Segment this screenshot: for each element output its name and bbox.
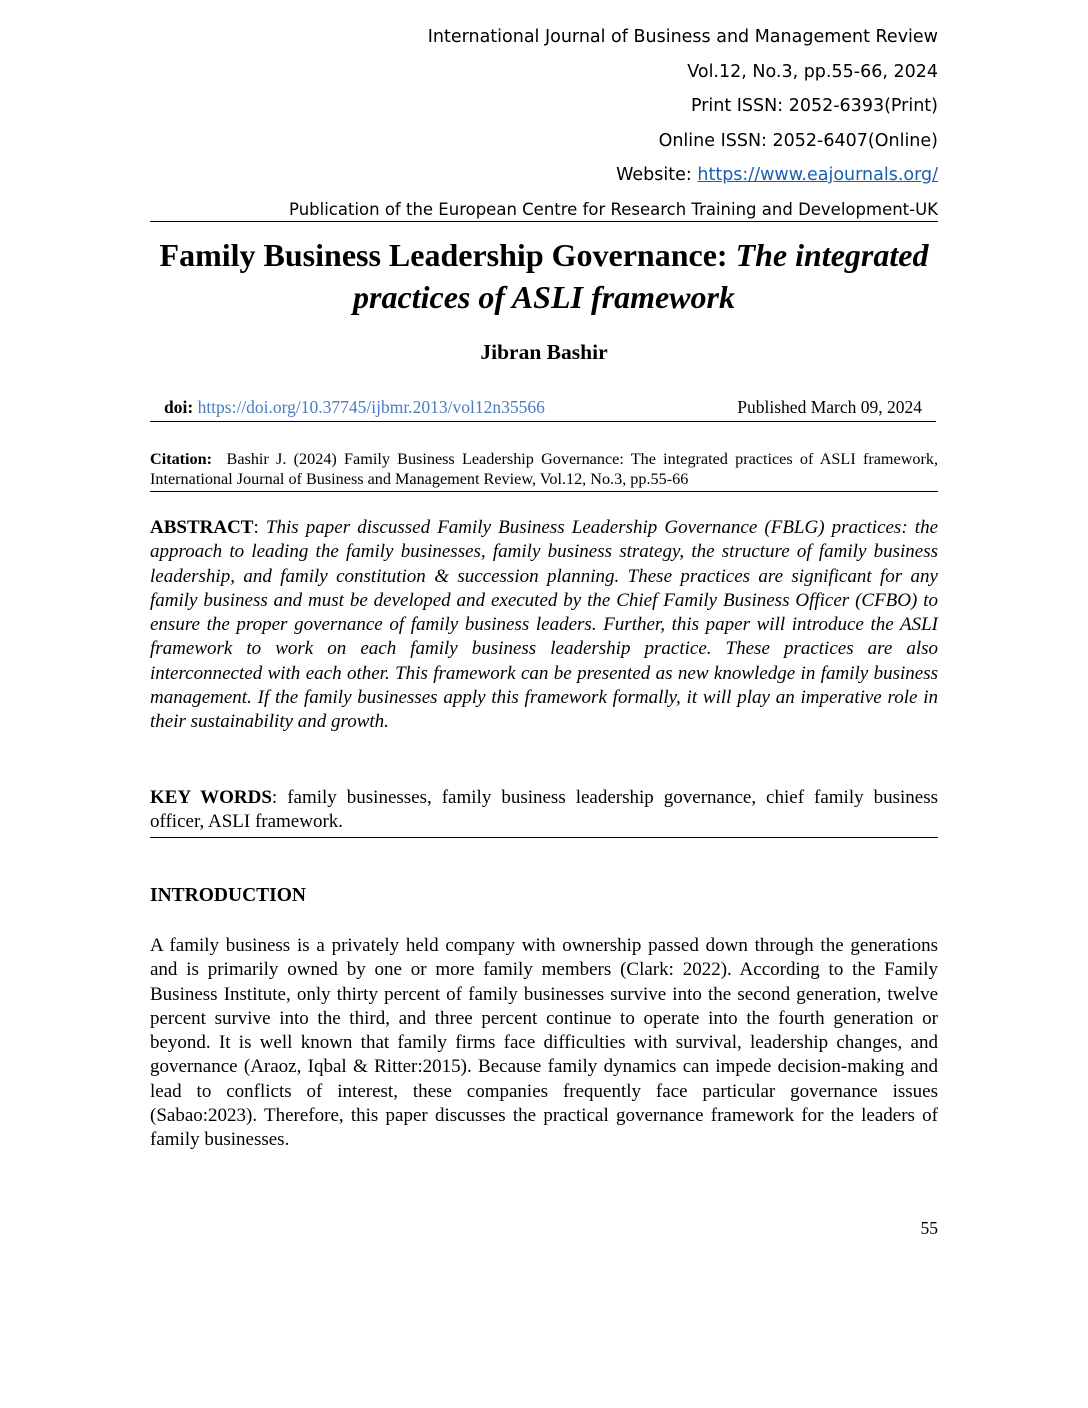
page-number: 55 [920, 1218, 938, 1238]
published-date: Published March 09, 2024 [737, 397, 922, 417]
publisher-line: Publication of the European Centre for Research Training and Development-UK [150, 197, 938, 222]
doi-row [150, 397, 936, 422]
journal-header [138, 20, 938, 193]
journal-volume: Vol.12, No.3, pp.55-66, 2024 [687, 61, 938, 82]
journal-name: International Journal of Business and Management Review [427, 27, 938, 47]
doi [164, 397, 545, 418]
print-issn: Print ISSN: 2052-6393(Print) [690, 96, 938, 116]
keywords: KEY WORDS: family businesses, family business leadership governance, chief family business officer, ASLI framework. [150, 786, 938, 838]
abstract: ABSTRACT: This paper discussed Family Business Leadership Governance (FBLG) practices: the approach to leading the family businesses, family business strategy, the structure of family business leadership, and family constitution & succession planning. These practices are significant for any family business and must be developed and executed by the Chief Family Business Officer (CFBO) to ensure the proper governance of family business leaders. Further, this paper will introduce the ASLI framework to work on each family business leadership practice. These practices are also interconnected with each other. This framework can be presented as new knowledge in family business management. If the family businesses apply this framework formally, it will play an imperative role in their sustainability and growth. [150, 517, 938, 733]
website-line [138, 158, 938, 193]
title-main: Family Business Leadership Governance: [159, 237, 736, 273]
abstract-text: This paper discussed Family Business Leadership Governance (FBLG) practices: the approach to leading the family businesses, family business strategy, the structure of family business leadership, and family constitution & succession planning. These practices are significant for any family business and must be developed and executed by the Chief Family Business Officer (CFBO) to ensure the proper governance of family business leaders. Further, this paper will introduce the ASLI framework to work on each family business leadership practice. These practices are also interconnected with each other. This framework can be presented as new knowledge in family business management. If the family businesses apply this framework formally, it will play an imperative role in their sustainability and growth. [150, 517, 938, 733]
online-issn: Online ISSN: 2052-6407(Online) [658, 130, 938, 151]
citation-text: Bashir J. (2024) Family Business Leadership Governance: The integrated practices of ASLI framework, International Journal of Business and Management Review, Vol.12, No.3, pp.55-66 [150, 450, 939, 488]
keywords-text: family businesses, family business leadership governance, chief family business officer, ASLI framework. [150, 787, 938, 833]
section-heading-introduction: INTRODUCTION [150, 885, 307, 906]
abstract-label: ABSTRACT [150, 517, 254, 538]
paper-title [150, 234, 938, 318]
doi-link[interactable]: https://doi.org/10.37745/ijbmr.2013/vol12n35566 [197, 397, 545, 417]
introduction-paragraph: A family business is a privately held company with ownership passed down through the generations and is primarily owned by one or more family members (Clark: 2022). According to the Family Business Institute, only thirty percent of family businesses survive into the second generation, twelve percent survive into the third, and three percent continue to operate into the fourth generation or beyond. It is well known that family firms face difficulties with survival, leadership changes, and governance (Araoz, Iqbal & Ritter:2015). Because family dynamics can impede decision-making and lead to conflicts of interest, these companies frequently face particular governance issues (Sabao:2023). Therefore, this paper discusses the practical governance framework for the leaders of family businesses. [150, 935, 938, 1151]
keywords-label: KEY WORDS [150, 787, 272, 808]
doi-label: doi: [164, 397, 194, 417]
citation-label: Citation: [150, 450, 213, 468]
website-link[interactable]: https://www.eajournals.org/ [697, 165, 938, 185]
website-label: Website: [616, 165, 698, 185]
title-italic: The integrated practices of ASLI framework [353, 237, 929, 315]
citation [150, 449, 938, 492]
author-name: Jibran Bashir [480, 340, 608, 364]
